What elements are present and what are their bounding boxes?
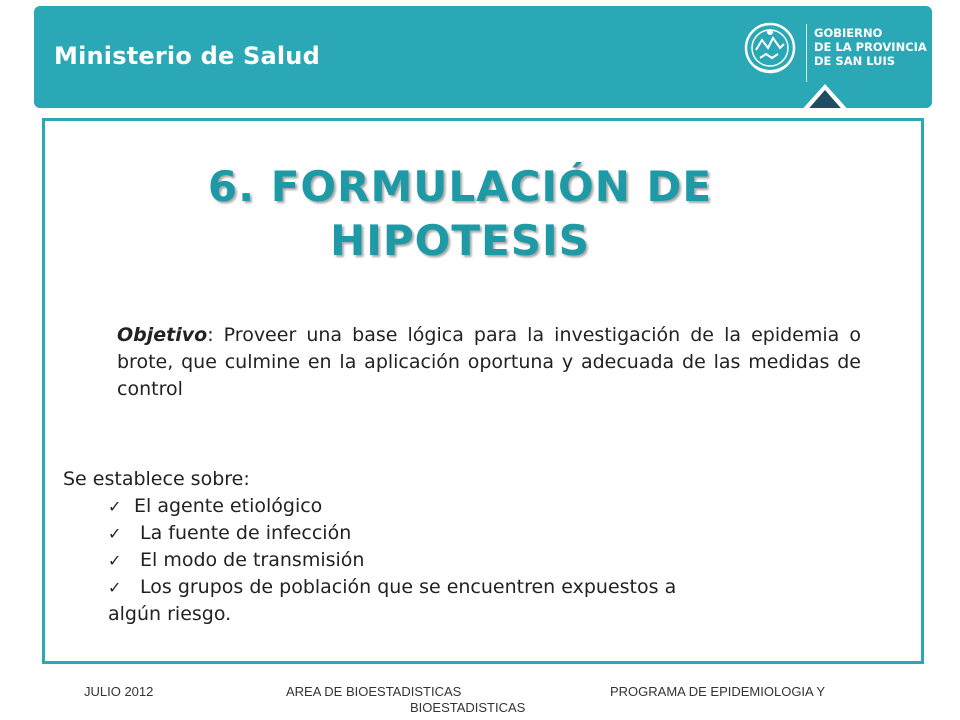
- objective-paragraph: [117, 322, 861, 403]
- objective-text: : Proveer una base lógica para la investigación de la epidemia o brote, que culmine en la aplicación oportuna y adecuada de las medidas de control: [117, 324, 861, 400]
- footer-date: JULIO 2012: [84, 684, 154, 699]
- header-divider: [806, 24, 807, 82]
- government-label: [814, 26, 927, 68]
- list-item: [108, 520, 868, 547]
- list-item-text: El modo de transmisión: [140, 549, 365, 571]
- title-line-2: HIPOTESIS: [330, 216, 590, 265]
- government-line-2: DE LA PROVINCIA: [814, 40, 927, 54]
- province-seal-icon: [742, 16, 798, 80]
- list-item: [108, 547, 868, 574]
- list-item-text: El agente etiológico: [134, 495, 323, 517]
- check-icon: ✓: [108, 578, 122, 597]
- footer-area-line-2: BIOESTADISTICAS: [410, 700, 526, 715]
- list-item-text: La fuente de infección: [140, 522, 352, 544]
- check-icon: ✓: [108, 497, 122, 516]
- establece-heading: Se establece sobre:: [63, 468, 250, 490]
- check-icon: ✓: [108, 524, 122, 543]
- establece-list: [108, 493, 868, 628]
- corner-triangle-icon: [796, 78, 854, 108]
- title-line-1: 6. FORMULACIÓN DE: [207, 162, 713, 211]
- government-line-1: GOBIERNO: [814, 26, 883, 40]
- list-item-text: Los grupos de población que se encuentren expuestos a: [140, 576, 677, 598]
- header-banner: [34, 6, 932, 108]
- list-item: [108, 574, 868, 601]
- objective-label: Objetivo: [117, 324, 208, 346]
- list-item-continuation: algún riesgo.: [108, 603, 232, 625]
- ministry-title: Ministerio de Salud: [54, 42, 320, 70]
- check-icon: ✓: [108, 551, 122, 570]
- footer-program: PROGRAMA DE EPIDEMIOLOGIA Y: [610, 684, 826, 699]
- footer-area-line-1: AREA DE BIOESTADISTICAS: [286, 684, 462, 699]
- government-line-3: DE SAN LUIS: [814, 54, 896, 68]
- slide-title: [60, 160, 860, 268]
- list-item: [108, 493, 868, 520]
